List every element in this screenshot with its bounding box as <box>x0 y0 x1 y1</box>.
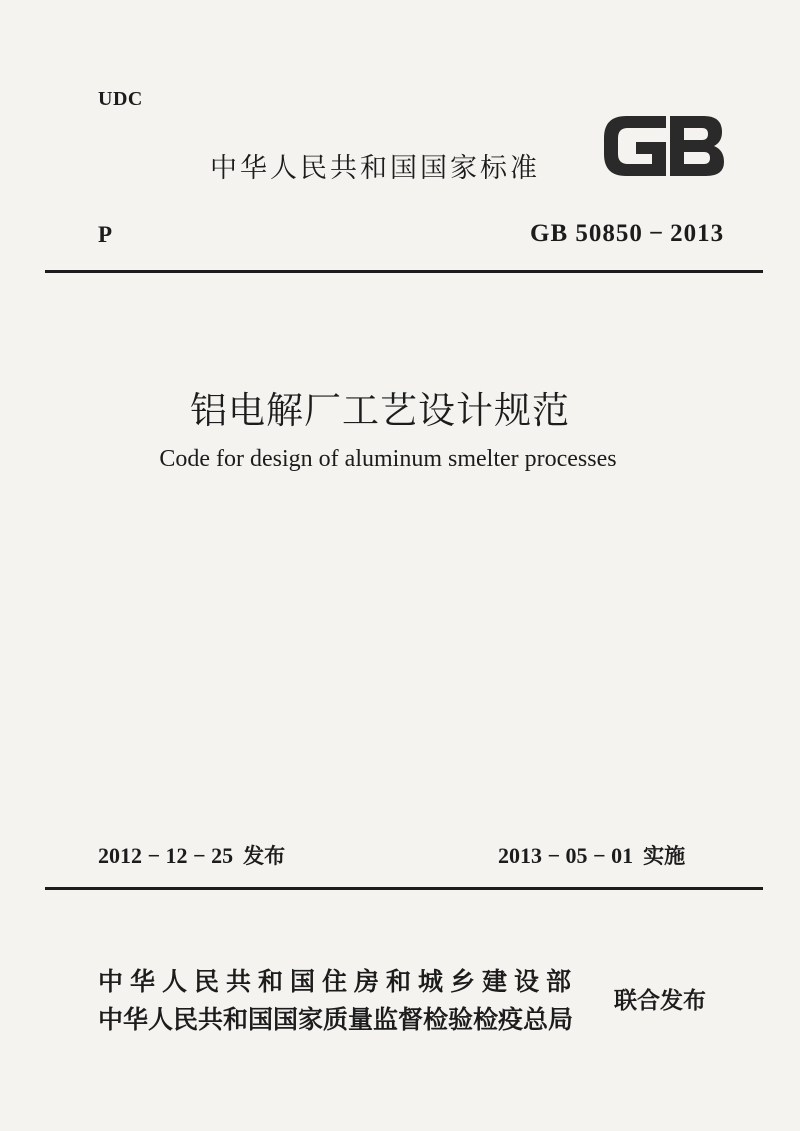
standard-separator: − <box>648 220 665 247</box>
top-divider <box>45 270 763 273</box>
effective-date-label: 实施 <box>643 844 686 868</box>
standard-year: 2013 <box>670 220 725 247</box>
effective-date <box>498 840 685 870</box>
publisher-line-1: 中华人民共和国住房和城乡建设部 <box>98 967 579 996</box>
standard-code: 50850 <box>575 220 643 247</box>
standard-prefix: GB <box>530 220 569 247</box>
udc-label: UDC <box>98 88 143 110</box>
title-english: Code for design of aluminum smelter processes <box>159 446 617 472</box>
publisher-line-2: 中华人民共和国国家质量监督检验检疫总局 <box>98 1005 574 1034</box>
standard-type-heading: 中华人民共和国国家标准 <box>210 153 540 184</box>
title-chinese: 铝电解厂工艺设计规范 <box>190 389 570 432</box>
joint-publish-label: 联合发布 <box>614 988 706 1014</box>
bottom-divider <box>45 887 763 890</box>
issue-date-label: 发布 <box>243 844 286 868</box>
effective-date-value: 2013 − 05 − 01 <box>498 843 634 868</box>
classification-code: P <box>98 222 113 247</box>
issue-date <box>98 840 285 870</box>
standard-number <box>530 220 724 248</box>
issue-date-value: 2012 − 12 − 25 <box>98 843 234 868</box>
gb-logo-icon <box>596 108 728 184</box>
